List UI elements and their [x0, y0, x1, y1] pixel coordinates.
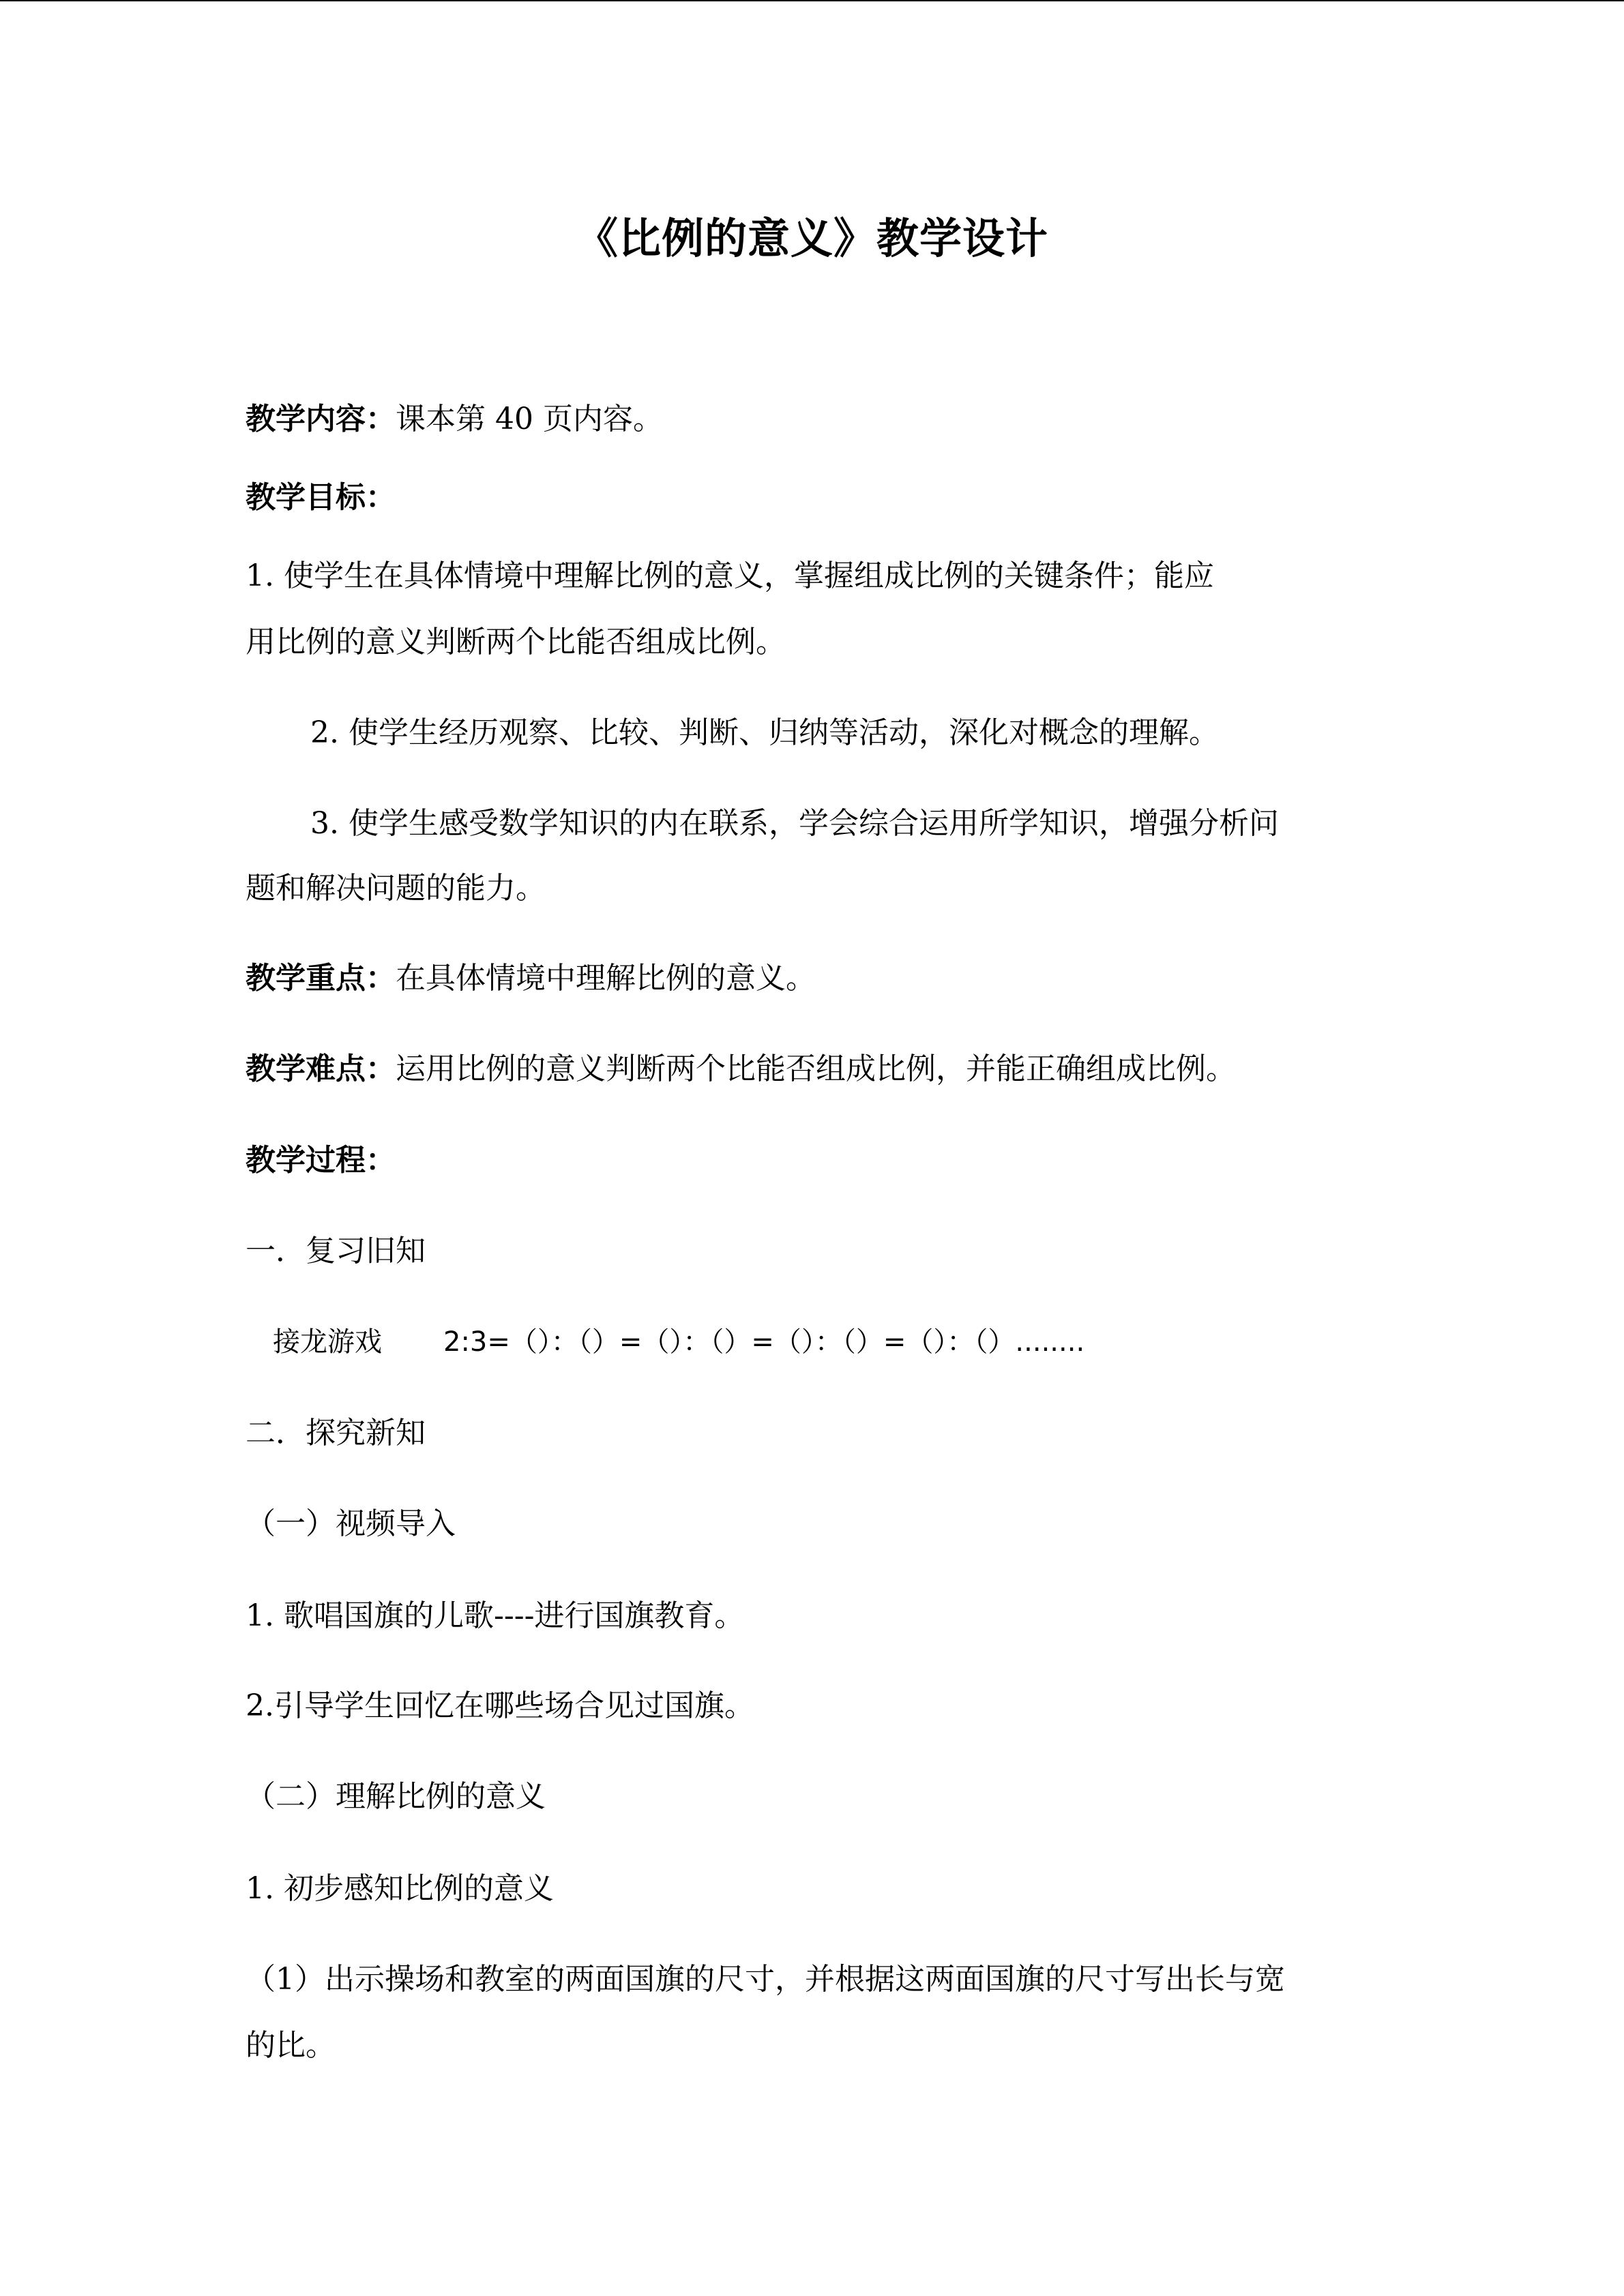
understand-item-1: 1. 初步感知比例的意义	[246, 1871, 554, 1906]
section-2-heading: 二．探究新知	[246, 1416, 426, 1450]
key-point-text: 在具体情境中理解比例的意义。	[396, 961, 816, 996]
objective-2-line: 2. 使学生经历观察、比较、判断、归纳等活动，深化对概念的理解。	[310, 715, 1219, 750]
difficulty-label: 教学难点：	[246, 1052, 396, 1086]
understand-item-1a-line-2: 的比。	[246, 2028, 336, 2063]
relay-game-label: 接龙游戏	[273, 1326, 382, 1358]
teaching-content-text: 课本第 40 页内容。	[396, 402, 663, 436]
subsection-video-intro: （一）视频导入	[246, 1506, 456, 1541]
understand-item-1a-line-1: （1）出示操场和教室的两面国旗的尺寸，并根据这两面国旗的尺寸写出长与宽	[246, 1962, 1285, 1997]
subsection-understand-proportion: （二）理解比例的意义	[246, 1779, 546, 1814]
section-1-heading: 一．复习旧知	[246, 1234, 426, 1268]
process-line	[246, 1140, 1378, 1181]
objective-1-line-2: 用比例的意义判断两个比能否组成比例。	[246, 625, 786, 659]
teaching-content-label: 教学内容：	[246, 402, 396, 436]
video-intro-item-2: 2.引导学生回忆在哪些场合见过国旗。	[246, 1688, 754, 1723]
relay-game-line	[273, 1322, 1084, 1362]
difficulty-line	[246, 1049, 1378, 1090]
objective-3-line-1: 3. 使学生感受数学知识的内在联系，学会综合运用所学知识，增强分析问	[310, 806, 1279, 841]
teaching-content-line	[246, 399, 1378, 440]
key-point-line	[246, 958, 1378, 999]
document-title: 《比例的意义》教学设计	[575, 213, 1048, 263]
objective-1-line-1: 1. 使学生在具体情境中理解比例的意义，掌握组成比例的关键条件；能应	[246, 558, 1214, 593]
difficulty-text: 运用比例的意义判断两个比能否组成比例，并能正确组成比例。	[396, 1052, 1236, 1086]
relay-game-sequence: 2:3=（）：（）=（）：（）=（）：（）=（）：（）........	[443, 1326, 1085, 1358]
teaching-objectives-label: 教学目标：	[246, 480, 396, 515]
teaching-objectives-line	[246, 477, 1378, 518]
key-point-label: 教学重点：	[246, 961, 396, 996]
objective-3-line-2: 题和解决问题的能力。	[246, 871, 546, 906]
process-label: 教学过程：	[246, 1143, 396, 1178]
video-intro-item-1: 1. 歌唱国旗的儿歌----进行国旗教育。	[246, 1598, 745, 1633]
